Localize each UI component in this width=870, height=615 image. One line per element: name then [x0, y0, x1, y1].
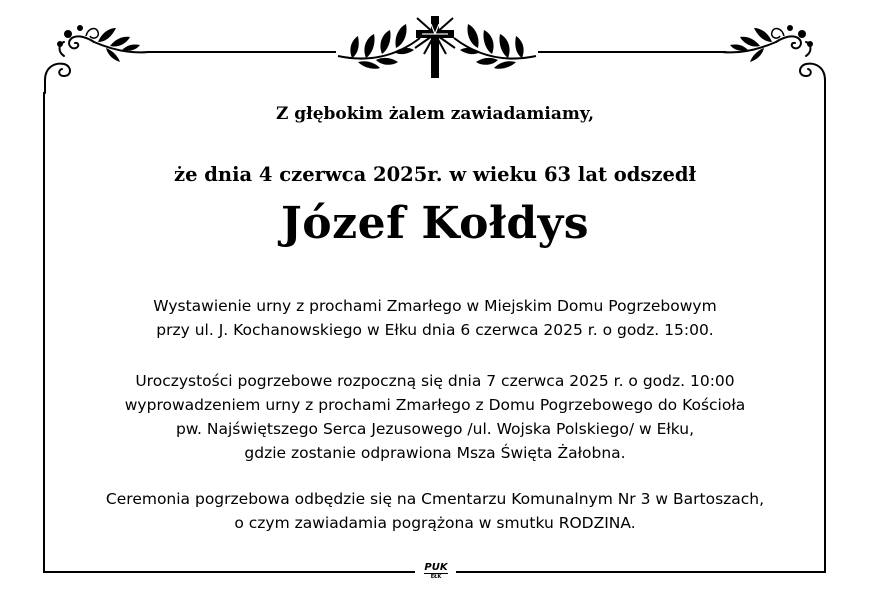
intro-text: Z głębokim żalem zawiadamiamy,: [275, 104, 595, 124]
deceased-name: Józef Kołdys: [280, 198, 590, 249]
paragraph-line: o czym zawiadamia pogrążona w smutku RODZINA.: [234, 514, 636, 532]
paragraph-line: gdzie zostanie odprawiona Msza Święta Żałobna.: [244, 444, 626, 462]
paragraph-line: Uroczystości pogrzebowe rozpoczną się dnia 7 czerwca 2025 r. o godz. 10:00: [135, 372, 735, 390]
corner-flourish-icon: [720, 18, 832, 96]
top-line-right: [538, 51, 726, 53]
logo-text: PUK: [424, 562, 448, 573]
burial-paragraph: [0, 487, 870, 535]
viewing-paragraph: [0, 294, 870, 342]
funeral-ceremony-paragraph: [0, 369, 870, 465]
logo-subtext: EŁK: [424, 573, 448, 580]
cross-icon: [412, 16, 458, 78]
frame-bottom-border-left: [43, 571, 415, 573]
corner-flourish-icon: [38, 18, 150, 96]
frame-bottom-border-right: [456, 571, 826, 573]
laurel-branch-icon: [452, 18, 538, 74]
paragraph-line: wyprowadzeniem urny z prochami Zmarłego z Domu Pogrzebowego do Kościoła: [124, 396, 746, 414]
paragraph-line: Ceremonia pogrzebowa odbędzie się na Cmentarzu Komunalnym Nr 3 w Bartoszach,: [105, 490, 765, 508]
paragraph-line: Wystawienie urny z prochami Zmarłego w Miejskim Domu Pogrzebowym: [153, 297, 717, 315]
laurel-branch-icon: [336, 18, 422, 74]
top-line-left: [148, 51, 336, 53]
puk-logo: [418, 563, 454, 583]
paragraph-line: przy ul. J. Kochanowskiego w Ełku dnia 6 czerwca 2025 r. o godz. 15:00.: [156, 321, 714, 339]
death-date-line: że dnia 4 czerwca 2025r. w wieku 63 lat odszedł: [174, 163, 696, 186]
paragraph-line: pw. Najświętszego Serca Jezusowego /ul. Wojska Polskiego/ w Ełku,: [175, 420, 695, 438]
